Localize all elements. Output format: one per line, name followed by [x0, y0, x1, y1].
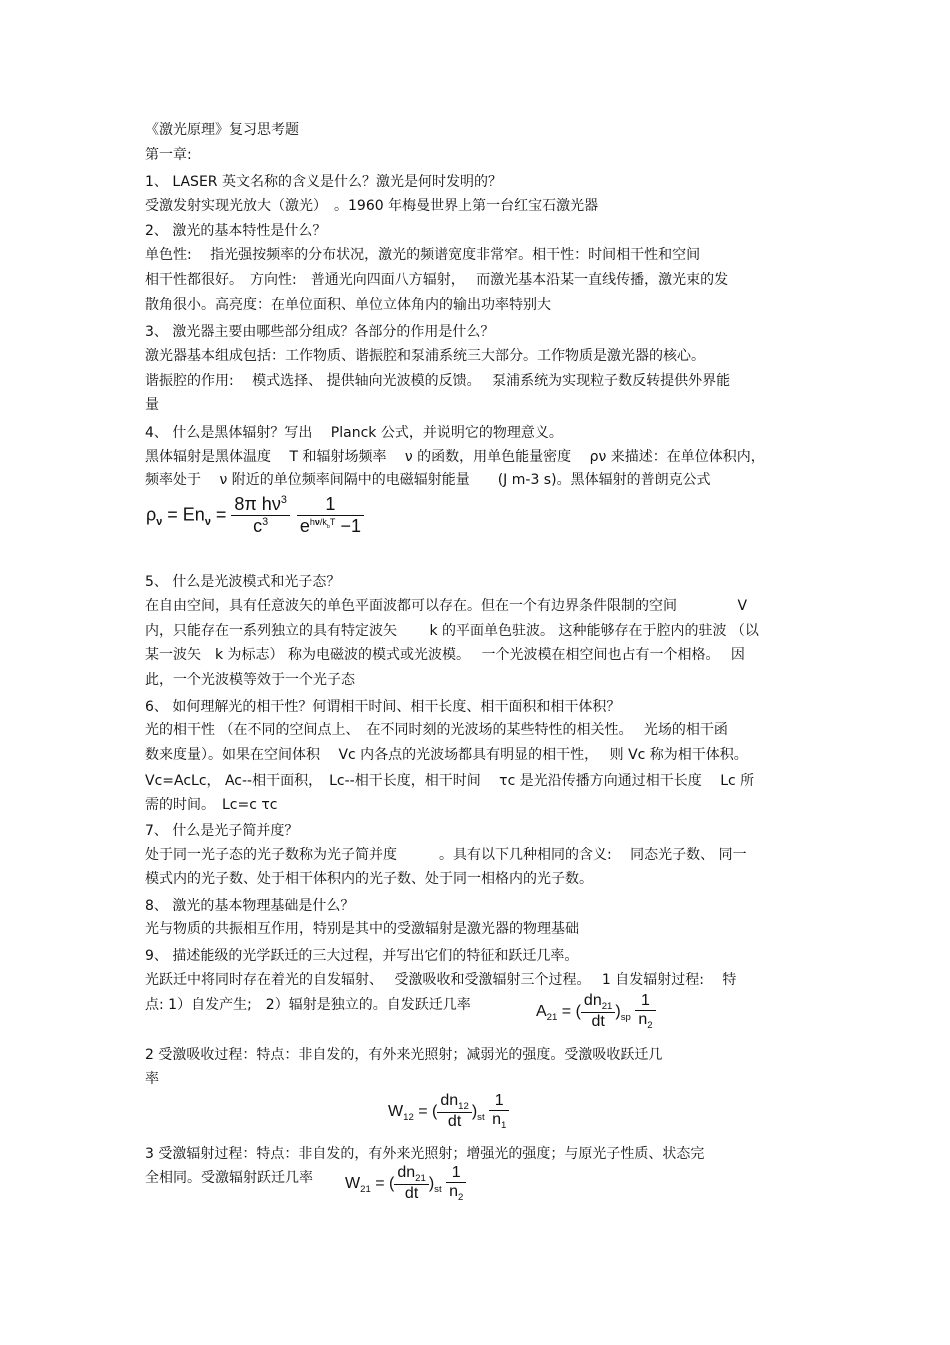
text-line: 光的相干性 （在不同的空间点上、 在不同时刻的光波场的某些特性的相关性。 光场的相干函 [145, 722, 728, 738]
text-line: 数来度量）。如果在空间体积 Vc 内各点的光波场都具有明显的相干性， 则 Vc 称为相干体积。 [145, 747, 748, 763]
a21-den: dt [581, 1012, 615, 1031]
text-line: 1、 LASER 英文名称的含义是什么？激光是何时发明的？ [145, 174, 502, 190]
planck-eq2: = [215, 504, 227, 525]
planck-fraction-2: $\frac{1}{e^{h\nu/k_bT} -1}$ [297, 494, 364, 537]
text-line: 需的时间。 Lc=c τc [145, 797, 278, 813]
w12-den2-sub: 1 [500, 1120, 507, 1132]
a21-symbol: A [536, 1002, 547, 1020]
w12-den2: n [492, 1111, 501, 1128]
text-line: 激光器基本组成包括：工作物质、谐振腔和泵浦系统三大部分。工作物质是激光器的核心。 [145, 348, 705, 364]
text-line: 5、 什么是光波模式和光子态？ [145, 574, 341, 590]
text-line: 量 [145, 397, 159, 413]
a21-num: dn [583, 992, 602, 1009]
planck-num2: 1 [325, 494, 336, 514]
text-line: 8、 激光的基本物理基础是什么？ [145, 898, 355, 914]
a21-sub: 21 [546, 1012, 558, 1024]
w21-fraction [394, 1164, 428, 1203]
planck-sub-nu: ν [204, 515, 211, 528]
text-line: 9、 描述能级的光学跃迁的三大过程，并写出它们的特征和跃迁几率。 [145, 948, 579, 964]
text-line: 3 受激辐射过程：特点：非自发的，有外来光照射；增强光的强度；与原光子性质、状态完 [145, 1146, 705, 1162]
text-line: 黑体辐射是黑体温度 T 和辐射场频率 ν 的函数，用单色能量密度 ρν 来描述：在单位体积内， [145, 449, 765, 465]
planck-fraction-1 [231, 494, 289, 537]
w12-symbol: W [388, 1102, 404, 1120]
w12-num2: 1 [494, 1092, 504, 1109]
text-line: 散角很小。高亮度：在单位面积、单位立体角内的输出功率特别大 [145, 297, 551, 313]
text-line: 3、 激光器主要由哪些部分组成？各部分的作用是什么？ [145, 324, 495, 340]
a21-num-sub: 21 [601, 1001, 613, 1013]
planck-e: e [299, 516, 310, 536]
text-line: 某一波矢 k 为标志） 称为电磁波的模式或光波模。 一个光波模在相空间也占有一个相格。 因 [145, 647, 745, 663]
a21-eq: = ( [561, 1002, 581, 1020]
w21-close: ) [428, 1174, 435, 1192]
text-line: 6、 如何理解光的相干性？何谓相干时间、相干长度、相干面积和相干体积？ [145, 699, 621, 715]
planck-den1: c [253, 516, 263, 536]
text-line: 光跃迁中将同时存在着光的自发辐射、 受激吸收和受激辐射三个过程。 1 自发辐射过程: 特 [145, 972, 737, 988]
text-line: 模式内的光子数、处于相干体积内的光子数、处于同一相格内的光子数。 [145, 871, 593, 887]
a21-close: ) [615, 1002, 621, 1020]
text-line: 2 受激吸收过程：特点：非自发的，有外来光照射；减弱光的强度。受激吸收跃迁几 [145, 1047, 663, 1063]
a21-den2-sub: 2 [647, 1020, 653, 1032]
a21-tag: sp [620, 1012, 631, 1024]
w12-fraction-2 [489, 1092, 509, 1131]
planck-exp-t: T [329, 517, 336, 527]
text-line: Vc=AcLc， Ac--相干面积， Lc--相干长度，相干时间 τc 是光沿传播方向通过相干长度 Lc 所 [145, 773, 755, 789]
text-line: 相干性都很好。 方向性: 普通光向四面八方辐射， 而激光基本沿某一直线传播，激光束的发 [145, 272, 729, 288]
w21-den2: n [449, 1183, 458, 1200]
text-line: 全相同。受激辐射跃迁几率 [145, 1170, 313, 1186]
w21-num-sub: 21 [415, 1173, 426, 1185]
planck-eq1: = En [167, 504, 205, 525]
planck-num1-sup: 3 [280, 494, 287, 506]
w12-close: ) [471, 1102, 478, 1120]
w21-den: dt [394, 1184, 428, 1203]
w21-sub: 21 [360, 1184, 371, 1196]
planck-exp-nu: ν [314, 517, 320, 527]
w21-formula [345, 1164, 466, 1203]
text-line: 单色性: 指光强按频率的分布状况，激光的频谱宽度非常窄。相干性：时间相干性和空间 [145, 247, 701, 263]
w21-symbol: W [345, 1174, 361, 1192]
w21-num: dn [397, 1164, 416, 1181]
planck-den1-sup: 3 [262, 516, 269, 528]
w12-formula [388, 1092, 509, 1131]
planck-minus-one: −1 [340, 516, 361, 536]
text-line: 光与物质的共振相互作用，特别是其中的受激辐射是激光器的物理基础 [145, 921, 579, 937]
text-line: 2、 激光的基本特性是什么？ [145, 223, 327, 239]
text-line: 率 [145, 1071, 159, 1087]
text-line: 7、 什么是光子简并度？ [145, 823, 299, 839]
w21-den2-sub: 2 [457, 1192, 464, 1204]
text-line: 第一章: [145, 147, 192, 163]
a21-fraction-2 [635, 992, 655, 1031]
text-line: 点: 1）自发产生; 2）辐射是独立的。自发跃迁几率 [145, 997, 471, 1013]
w21-fraction-2 [446, 1164, 466, 1203]
a21-formula [536, 992, 656, 1031]
planck-exp-h: h [309, 517, 315, 527]
a21-num2: 1 [640, 992, 650, 1009]
a21-den2: n [638, 1011, 648, 1028]
w12-den: dt [437, 1112, 471, 1131]
text-line: 内，只能存在一系列独立的具有特定波矢 k 的平面单色驻波。 这种能够存在于腔内的驻波 （以 [145, 623, 759, 639]
w21-tag: st [434, 1184, 442, 1196]
planck-formula [146, 494, 364, 537]
text-line: 此，一个光波模等效于一个光子态 [145, 672, 355, 688]
w12-sub: 12 [403, 1112, 414, 1124]
text-line: 谐振腔的作用: 模式选择、 提供轴向光波模的反馈。 泵浦系统为实现粒子数反转提供外界能 [145, 373, 731, 389]
text-line: 处于同一光子态的光子数称为光子简并度 。具有以下几种相同的含义: 同态光子数、 同一 [145, 847, 747, 863]
planck-exp-k: k [322, 517, 327, 527]
text-line: 《激光原理》复习思考题 [145, 122, 299, 138]
w12-fraction [437, 1092, 471, 1131]
a21-fraction [581, 992, 615, 1031]
w12-num: dn [440, 1092, 459, 1109]
text-line: 受激发射实现光放大（激光） 。1960 年梅曼世界上第一台红宝石激光器 [145, 198, 599, 214]
rho-subscript: ν [156, 515, 163, 528]
w21-eq: = ( [375, 1174, 395, 1192]
planck-num1: 8π hν [234, 494, 281, 514]
w21-num2: 1 [451, 1164, 461, 1181]
planck-exp-b: b [326, 523, 330, 530]
rho-symbol: ρ [146, 504, 157, 525]
w12-tag: st [477, 1112, 485, 1124]
text-line: 4、 什么是黑体辐射？写出 Planck 公式，并说明它的物理意义。 [145, 425, 563, 441]
w12-num-sub: 12 [458, 1101, 469, 1113]
text-line: 频率处于 ν 附近的单位频率间隔中的电磁辐射能量 (J m-3 s)。黑体辐射的普朗克公式 [145, 472, 711, 488]
text-line: 在自由空间，具有任意波矢的单色平面波都可以存在。但在一个有边界条件限制的空间 V [145, 598, 748, 614]
w12-eq: = ( [418, 1102, 438, 1120]
